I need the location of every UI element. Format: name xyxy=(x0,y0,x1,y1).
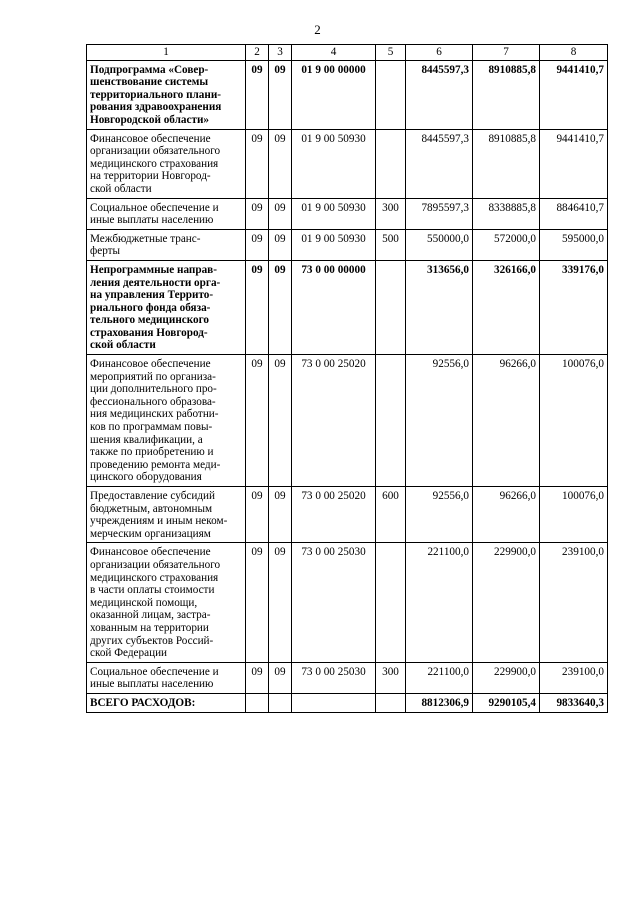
amount-year2-cell: 229900,0 xyxy=(473,543,540,662)
row-name-cell: Предоставление субсидий бюджетным, автономным учреждениям и иным неком- мерческим организациям xyxy=(87,487,246,543)
target-article-cell: 73 0 00 25030 xyxy=(292,543,376,662)
amount-year1-cell: 221100,0 xyxy=(406,662,473,693)
expense-type-cell xyxy=(376,355,406,487)
header-cell-col1: 1 xyxy=(87,45,246,61)
amount-year1-cell: 7895597,3 xyxy=(406,198,473,229)
amount-year3-cell: 9441410,7 xyxy=(540,129,608,198)
expense-type-cell xyxy=(376,693,406,712)
header-cell-col3: 3 xyxy=(269,45,292,61)
amount-year2-cell: 96266,0 xyxy=(473,355,540,487)
header-cell-col5: 5 xyxy=(376,45,406,61)
amount-year1-cell: 8812306,9 xyxy=(406,693,473,712)
subsection-code-cell: 09 xyxy=(269,487,292,543)
expense-type-cell: 300 xyxy=(376,198,406,229)
section-code-cell: 09 xyxy=(246,662,269,693)
amount-year2-cell: 229900,0 xyxy=(473,662,540,693)
amount-year1-cell: 221100,0 xyxy=(406,543,473,662)
amount-year3-cell: 339176,0 xyxy=(540,260,608,354)
row-name-cell: Подпрограмма «Совер- шенствование системы территориального плани- рования здравоохранения Новгородской области» xyxy=(87,60,246,129)
amount-year1-cell: 8445597,3 xyxy=(406,129,473,198)
row-name-cell: ВСЕГО РАСХОДОВ: xyxy=(87,693,246,712)
amount-year2-cell: 8338885,8 xyxy=(473,198,540,229)
section-code-cell: 09 xyxy=(246,60,269,129)
amount-year1-cell: 550000,0 xyxy=(406,229,473,260)
header-cell-col6: 6 xyxy=(406,45,473,61)
section-code-cell: 09 xyxy=(246,487,269,543)
row-name-cell: Финансовое обеспечение организации обязательного медицинского страхования в части оплаты стоимости медицинской помощи, оказанной лицам, застра- хованным на территории других субъектов Россий- ской Федерации xyxy=(87,543,246,662)
expense-type-cell xyxy=(376,260,406,354)
header-cell-col4: 4 xyxy=(292,45,376,61)
amount-year3-cell: 9833640,3 xyxy=(540,693,608,712)
amount-year2-cell: 96266,0 xyxy=(473,487,540,543)
target-article-cell xyxy=(292,693,376,712)
header-cell-col8: 8 xyxy=(540,45,608,61)
amount-year3-cell: 100076,0 xyxy=(540,355,608,487)
amount-year3-cell: 239100,0 xyxy=(540,543,608,662)
subsection-code-cell: 09 xyxy=(269,129,292,198)
table-row xyxy=(87,355,608,487)
section-code-cell: 09 xyxy=(246,260,269,354)
amount-year1-cell: 313656,0 xyxy=(406,260,473,354)
table-row xyxy=(87,60,608,129)
header-cell-col2: 2 xyxy=(246,45,269,61)
section-code-cell: 09 xyxy=(246,355,269,487)
row-name-cell: Социальное обеспечение и иные выплаты населению xyxy=(87,198,246,229)
row-name-cell: Социальное обеспечение и иные выплаты населению xyxy=(87,662,246,693)
section-code-cell xyxy=(246,693,269,712)
table-row xyxy=(87,129,608,198)
table-row xyxy=(87,662,608,693)
table-body xyxy=(87,45,608,713)
table-row xyxy=(87,543,608,662)
target-article-cell: 01 9 00 50930 xyxy=(292,229,376,260)
target-article-cell: 01 9 00 00000 xyxy=(292,60,376,129)
table-row xyxy=(87,260,608,354)
amount-year1-cell: 8445597,3 xyxy=(406,60,473,129)
expense-type-cell: 600 xyxy=(376,487,406,543)
amount-year2-cell: 8910885,8 xyxy=(473,60,540,129)
expense-type-cell xyxy=(376,129,406,198)
row-name-cell: Финансовое обеспечение мероприятий по организа- ции дополнительного про- фессионального образова- ния медицинских работни- ков по программам повы- шения квалификации, а также по приобретению и проведению ремонта меди- цинского оборудования xyxy=(87,355,246,487)
section-code-cell: 09 xyxy=(246,198,269,229)
target-article-cell: 73 0 00 25030 xyxy=(292,662,376,693)
section-code-cell: 09 xyxy=(246,229,269,260)
subsection-code-cell: 09 xyxy=(269,229,292,260)
header-cell-col7: 7 xyxy=(473,45,540,61)
amount-year2-cell: 326166,0 xyxy=(473,260,540,354)
amount-year3-cell: 9441410,7 xyxy=(540,60,608,129)
expense-type-cell xyxy=(376,543,406,662)
amount-year2-cell: 572000,0 xyxy=(473,229,540,260)
target-article-cell: 73 0 00 00000 xyxy=(292,260,376,354)
target-article-cell: 73 0 00 25020 xyxy=(292,487,376,543)
expense-type-cell xyxy=(376,60,406,129)
section-code-cell: 09 xyxy=(246,129,269,198)
row-name-cell: Финансовое обеспечение организации обязательного медицинского страхования на территории Новгород- ской области xyxy=(87,129,246,198)
amount-year3-cell: 595000,0 xyxy=(540,229,608,260)
expenditure-table xyxy=(86,44,608,713)
subsection-code-cell: 09 xyxy=(269,60,292,129)
table-total-row xyxy=(87,693,608,712)
subsection-code-cell: 09 xyxy=(269,260,292,354)
amount-year3-cell: 100076,0 xyxy=(540,487,608,543)
target-article-cell: 01 9 00 50930 xyxy=(292,198,376,229)
amount-year2-cell: 8910885,8 xyxy=(473,129,540,198)
amount-year2-cell: 9290105,4 xyxy=(473,693,540,712)
page-number: 2 xyxy=(314,22,321,37)
target-article-cell: 01 9 00 50930 xyxy=(292,129,376,198)
amount-year3-cell: 8846410,7 xyxy=(540,198,608,229)
subsection-code-cell: 09 xyxy=(269,355,292,487)
expense-type-cell: 500 xyxy=(376,229,406,260)
amount-year1-cell: 92556,0 xyxy=(406,487,473,543)
subsection-code-cell: 09 xyxy=(269,662,292,693)
amount-year3-cell: 239100,0 xyxy=(540,662,608,693)
row-name-cell: Межбюджетные транс- ферты xyxy=(87,229,246,260)
target-article-cell: 73 0 00 25020 xyxy=(292,355,376,487)
subsection-code-cell: 09 xyxy=(269,543,292,662)
table-row xyxy=(87,198,608,229)
expense-type-cell: 300 xyxy=(376,662,406,693)
table-row xyxy=(87,487,608,543)
table-row xyxy=(87,229,608,260)
subsection-code-cell: 09 xyxy=(269,198,292,229)
amount-year1-cell: 92556,0 xyxy=(406,355,473,487)
section-code-cell: 09 xyxy=(246,543,269,662)
table-header-row xyxy=(87,45,608,61)
row-name-cell: Непрограммные направ- ления деятельности орга- на управления Террито- риального фонда обяза- тельного медицинского страхования Новгород- ской области xyxy=(87,260,246,354)
subsection-code-cell xyxy=(269,693,292,712)
